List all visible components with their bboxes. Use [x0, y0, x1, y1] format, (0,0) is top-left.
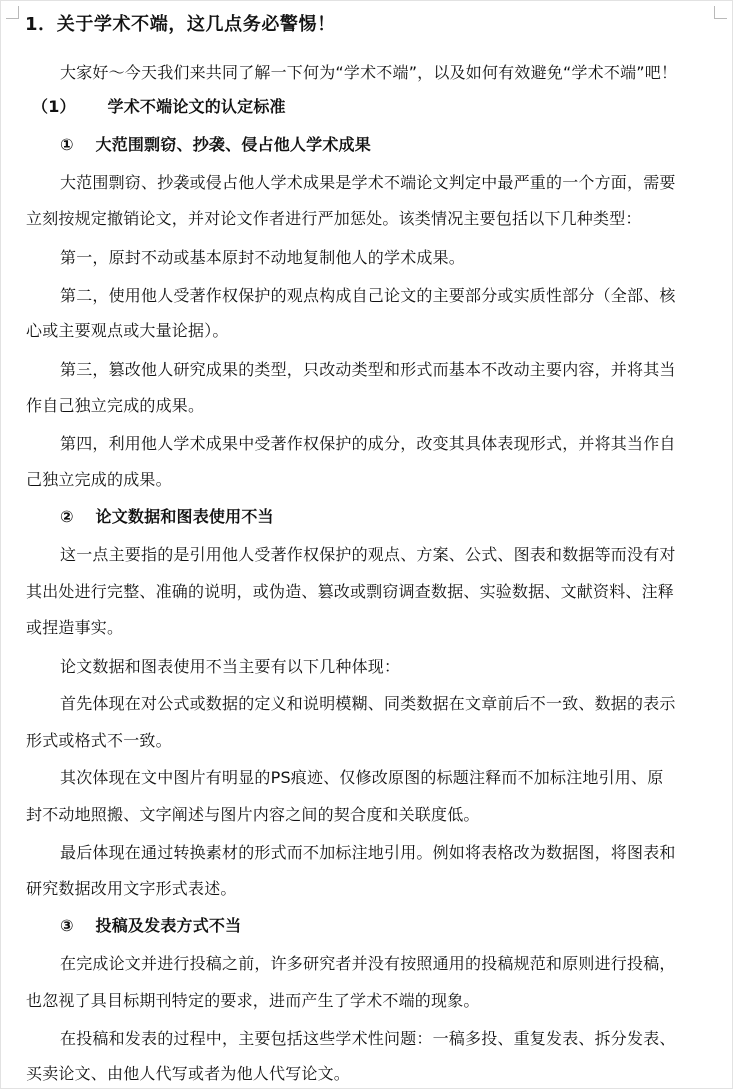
intro-paragraph: 大家好～今天我们来共同了解一下何为“学术不端”，以及如何有效避免“学术不端”吧！: [60, 63, 678, 82]
item-2-para-4-line-2: 封不动地照搬、文字阐述与图片内容之间的契合度和关联度低。: [26, 805, 480, 824]
item-2-para-4-line-1: 其次体现在文中图片有明显的PS痕迹、仅修改原图的标题注释而不加标注地引用、原: [60, 768, 664, 787]
item-1-title: 大范围剽窃、抄袭、侵占他人学术成果: [95, 135, 371, 154]
section-1-title: 学术不端论文的认定标准: [107, 97, 286, 116]
item-1-para-1-line-2: 立刻按规定撤销论文，并对论文作者进行严加惩处。该类情况主要包括以下几种类型：: [26, 209, 642, 228]
item-1-third-line-1: 第三，篡改他人研究成果的类型，只改动类型和形式而基本不改动主要内容，并将其当: [60, 360, 676, 379]
item-3-para-1-line-1: 在完成论文并进行投稿之前，许多研究者并没有按照通用的投稿规范和原则进行投稿，: [60, 954, 676, 973]
item-1-para-1-line-1: 大范围剽窃、抄袭或侵占他人学术成果是学术不端论文判定中最严重的一个方面，需要: [60, 173, 676, 192]
item-3-number: ③: [60, 916, 74, 935]
item-2-para-3-line-2: 形式或格式不一致。: [26, 731, 172, 750]
item-3-para-1-line-2: 也忽视了具目标期刊特定的要求，进而产生了学术不端的现象。: [26, 991, 480, 1010]
item-3-heading: [60, 915, 241, 937]
item-2-para-2: 论文数据和图表使用不当主要有以下几种体现：: [60, 657, 401, 676]
item-2-para-3-line-1: 首先体现在对公式或数据的定义和说明模糊、同类数据在文章前后不一致、数据的表示: [60, 694, 676, 713]
item-2-para-1-line-1: 这一点主要指的是引用他人受著作权保护的观点、方案、公式、图表和数据等而没有对: [60, 545, 676, 564]
item-2-title: 论文数据和图表使用不当: [95, 507, 274, 526]
document-title: 1．关于学术不端，这几点务必警惕！: [25, 14, 336, 35]
section-1-heading: [32, 96, 286, 118]
item-1-first: 第一，原封不动或基本原封不动地复制他人的学术成果。: [60, 248, 466, 267]
item-1-second-line-2: 心或主要观点或大量论据）。: [26, 321, 229, 340]
item-3-title: 投稿及发表方式不当: [95, 916, 242, 935]
item-1-third-line-2: 作自己独立完成的成果。: [26, 396, 205, 415]
item-2-number: ②: [60, 507, 74, 526]
section-1-number: （1）: [32, 97, 76, 116]
item-3-para-2-line-1: 在投稿和发表的过程中，主要包括这些学术性问题：一稿多投、重复发表、拆分发表、: [60, 1029, 676, 1048]
item-1-fourth-line-2: 己独立完成的成果。: [26, 470, 172, 489]
crop-mark-left: [6, 6, 19, 19]
item-2-para-1-line-3: 或捏造事实。: [26, 618, 124, 637]
crop-mark-right: [714, 6, 727, 19]
item-2-para-1-line-2: 其出处进行完整、准确的说明，或伪造、篡改或剽窃调查数据、实验数据、文献资料、注释: [26, 582, 675, 601]
item-1-number: ①: [60, 135, 74, 154]
item-2-para-5-line-2: 研究数据改用文字形式表述。: [26, 879, 237, 898]
item-1-heading: [60, 134, 371, 156]
item-2-para-5-line-1: 最后体现在通过转换素材的形式而不加标注地引用。例如将表格改为数据图，将图表和: [60, 843, 676, 862]
item-3-para-2-line-2: 买卖论文、由他人代写或者为他人代写论文。: [26, 1064, 351, 1083]
item-2-heading: [60, 506, 274, 528]
item-1-fourth-line-1: 第四，利用他人学术成果中受著作权保护的成分，改变其具体表现形式，并将其当作自: [60, 434, 676, 453]
item-1-second-line-1: 第二，使用他人受著作权保护的观点构成自己论文的主要部分或实质性部分（全部、核: [60, 286, 676, 305]
